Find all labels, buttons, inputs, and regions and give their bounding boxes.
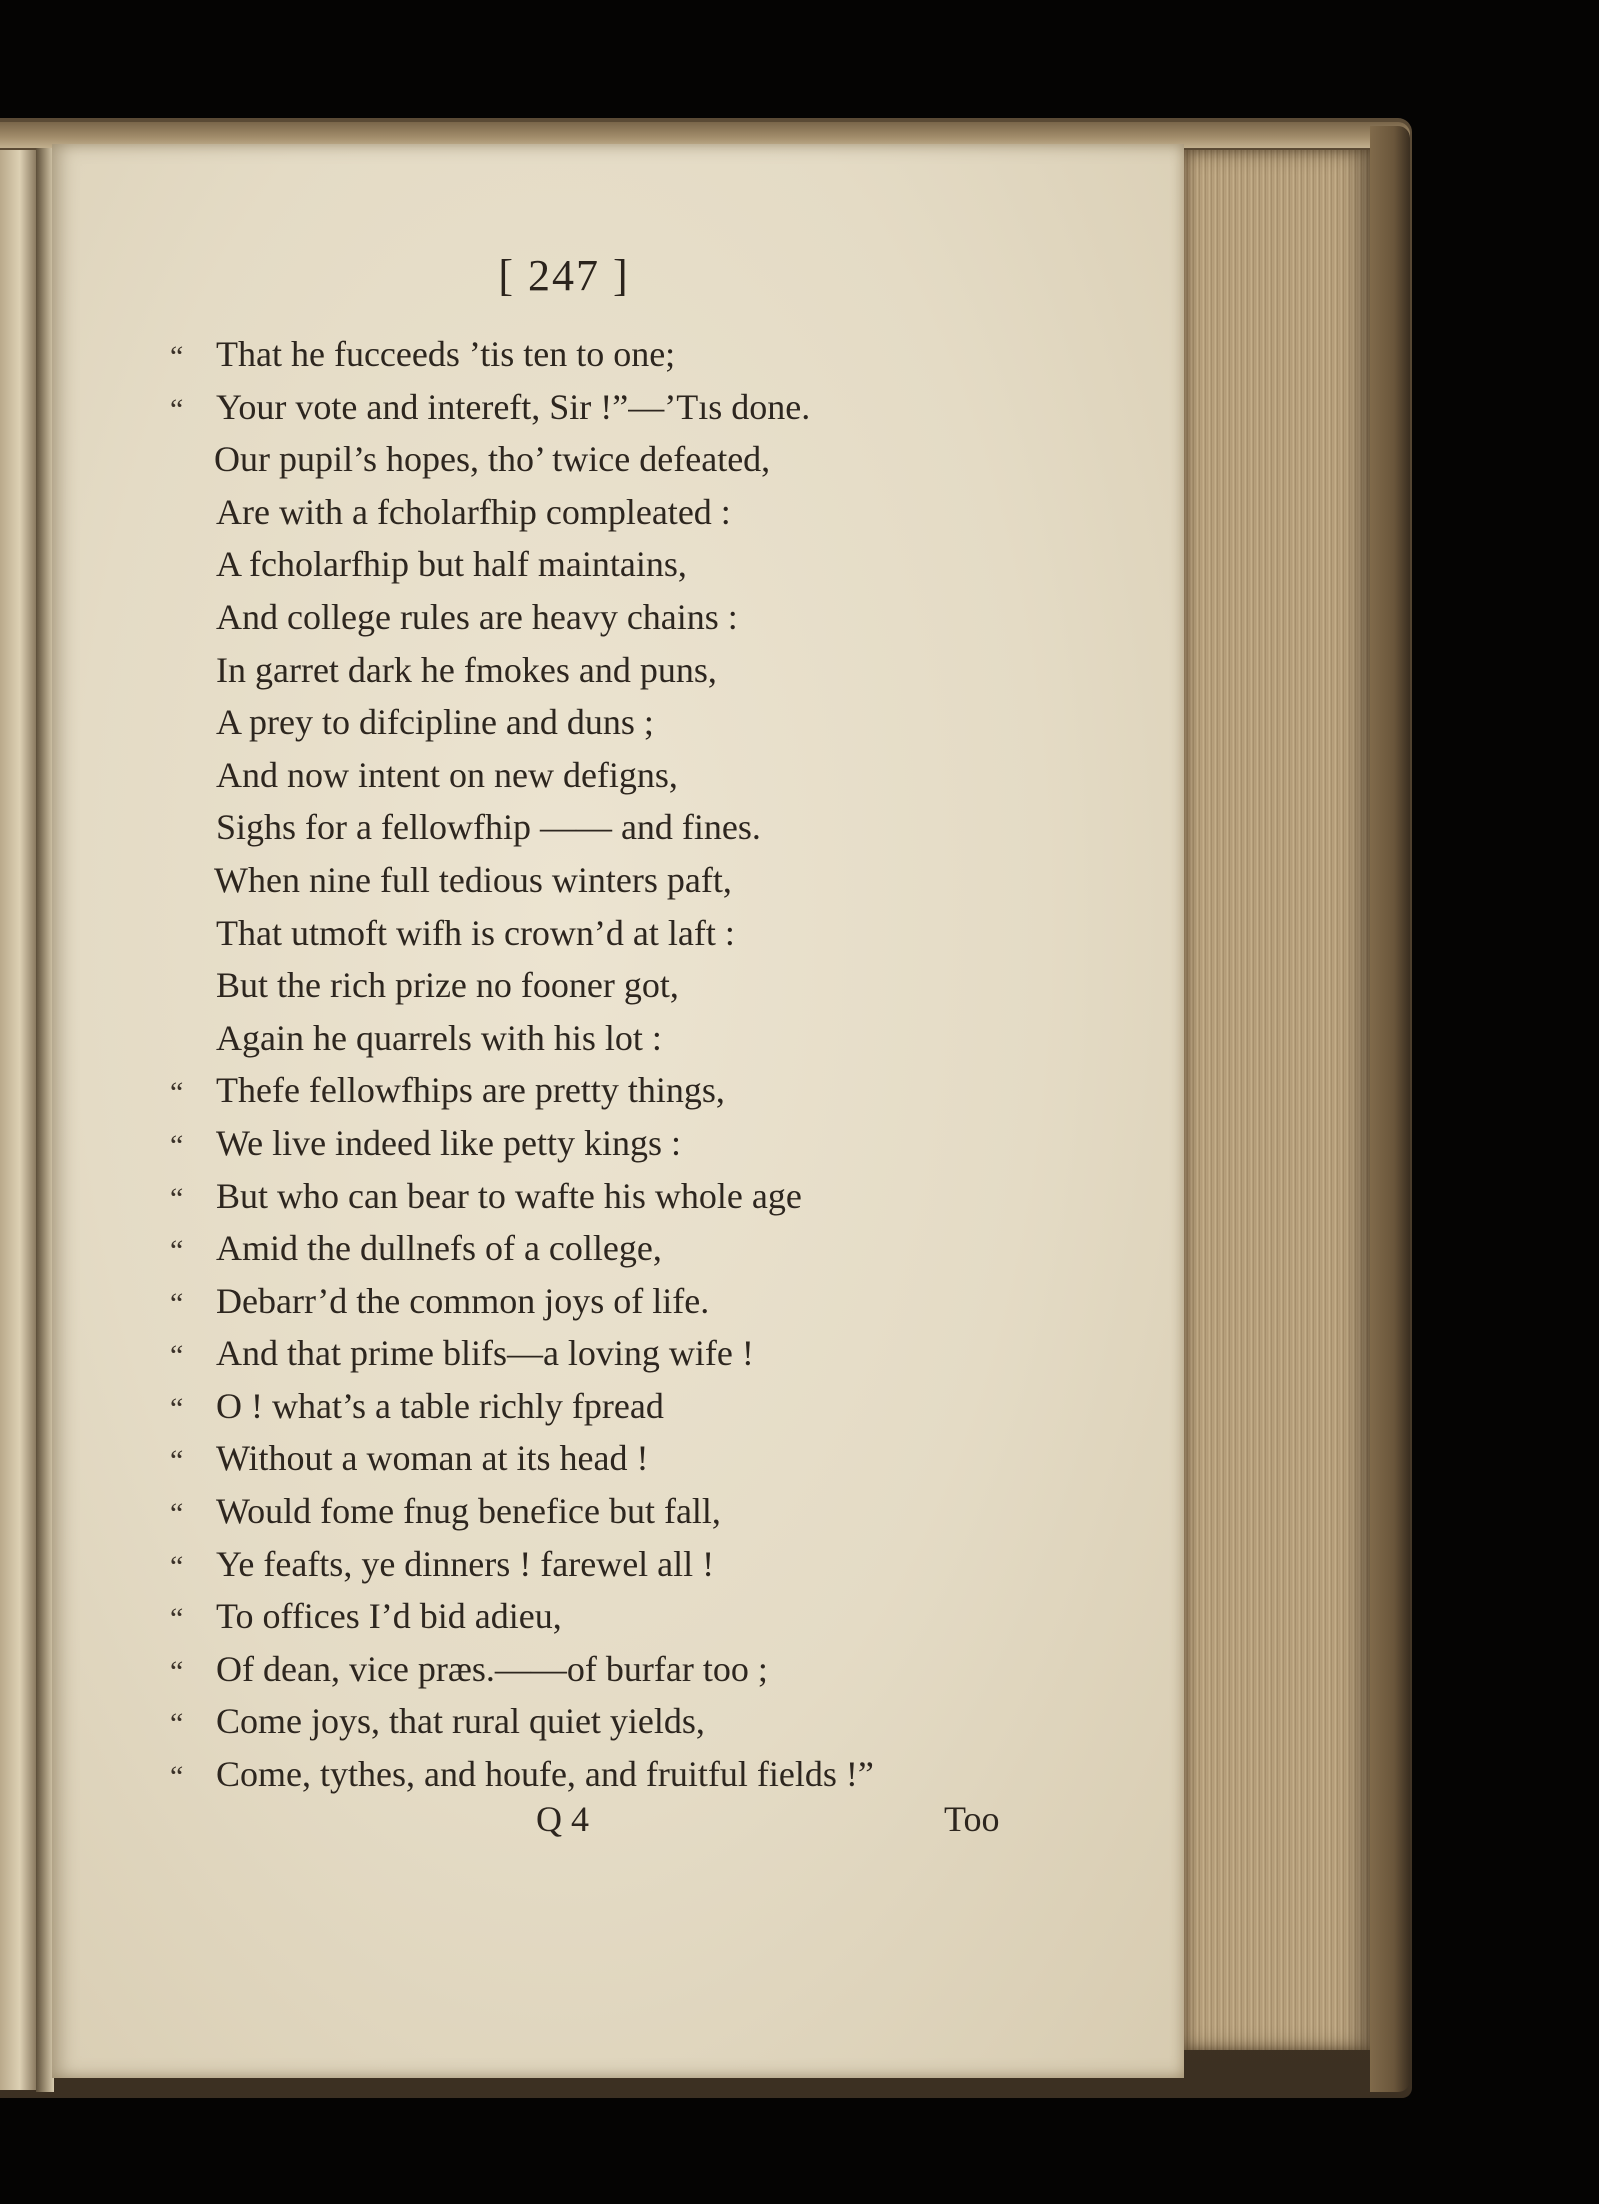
poem-line bbox=[170, 959, 1130, 1012]
poem-line bbox=[170, 696, 1130, 749]
opening-quote-mark: “ bbox=[170, 1339, 184, 1373]
poem-line-text: Without a woman at its head ! bbox=[216, 1438, 649, 1479]
page-number-header: [ 247 ] bbox=[498, 251, 630, 300]
opening-quote-mark: “ bbox=[170, 1234, 184, 1268]
poem-line bbox=[170, 1695, 1130, 1748]
poem-line bbox=[170, 1117, 1130, 1170]
poem-line-text: When nine full tedious winters paft, bbox=[214, 859, 732, 900]
poem-line bbox=[170, 381, 1130, 434]
poem-line-text: Come joys, that rural quiet yields, bbox=[216, 1701, 705, 1742]
poem-line-text: Ye feafts, ye dinners ! farewel all ! bbox=[216, 1543, 715, 1584]
poem-line bbox=[170, 1485, 1130, 1538]
poem-line bbox=[170, 644, 1130, 697]
poem-line bbox=[170, 1432, 1130, 1485]
poem-line bbox=[170, 1170, 1130, 1223]
poem bbox=[170, 328, 1130, 1801]
poem-line-text: But the rich prize no fooner got, bbox=[216, 965, 679, 1006]
poem-line bbox=[170, 1538, 1130, 1591]
poem-line-text: Our pupil’s hopes, tho’ twice defeated, bbox=[214, 439, 771, 480]
poem-line bbox=[170, 591, 1130, 644]
poem-line-text: To offices I’d bid adieu, bbox=[216, 1596, 562, 1637]
poem-line-text: Your vote and intereft, Sir !”—’Tıs done. bbox=[216, 386, 811, 427]
opening-quote-mark: “ bbox=[170, 1549, 184, 1583]
opening-quote-mark: “ bbox=[170, 1707, 184, 1741]
poem-line-text: But who can bear to wafte his whole age bbox=[216, 1175, 802, 1216]
poem-line bbox=[170, 1012, 1130, 1065]
opening-quote-mark: “ bbox=[170, 1602, 184, 1636]
poem-line-text: And now intent on new defigns, bbox=[216, 754, 678, 795]
poem-line bbox=[170, 801, 1130, 854]
catchword: Too bbox=[944, 1799, 1000, 1839]
book-cover-edge bbox=[1370, 126, 1410, 2092]
left-page-edge bbox=[0, 150, 36, 2090]
opening-quote-mark: “ bbox=[170, 392, 184, 426]
poem-line-text: And college rules are heavy chains : bbox=[216, 596, 738, 637]
poem-line-text: Again he quarrels with his lot : bbox=[216, 1017, 662, 1058]
poem-line-text: Are with a fcholarfhip compleated : bbox=[216, 491, 731, 532]
poem-line-text: That utmoft wifh is crown’d at laft : bbox=[216, 912, 735, 953]
opening-quote-mark: “ bbox=[170, 1654, 184, 1688]
poem-line bbox=[170, 854, 1130, 907]
poem-line bbox=[170, 486, 1130, 539]
poem-line-text: That he fucceeds ’tis ten to one; bbox=[216, 334, 676, 374]
poem-line-text: A prey to difcipline and duns ; bbox=[216, 702, 654, 743]
opening-quote-mark: “ bbox=[170, 1760, 184, 1794]
opening-quote-mark: “ bbox=[170, 1286, 184, 1320]
poem-line bbox=[170, 1380, 1130, 1433]
poem-line-text: In garret dark he fmokes and puns, bbox=[216, 649, 717, 690]
poem-line bbox=[170, 1748, 1130, 1801]
poem-line bbox=[170, 907, 1130, 960]
poem-line-text: Come, tythes, and houfe, and fruitful fields !” bbox=[216, 1754, 874, 1795]
opening-quote-mark: “ bbox=[170, 1391, 184, 1425]
poem-line-text: Thefe fellowfhips are pretty things, bbox=[216, 1070, 725, 1111]
opening-quote-mark: “ bbox=[170, 340, 184, 373]
opening-quote-mark: “ bbox=[170, 1181, 184, 1215]
poem-line-text: And that prime blifs—a loving wife ! bbox=[216, 1333, 754, 1374]
poem-line-text: Of dean, vice præs.——of burfar too ; bbox=[216, 1648, 768, 1689]
poem-line-text: A fcholarfhip but half maintains, bbox=[216, 544, 687, 585]
poem-line bbox=[170, 749, 1130, 802]
poem-line bbox=[170, 1590, 1130, 1643]
opening-quote-mark: “ bbox=[170, 1497, 184, 1531]
poem-line-text: Sighs for a fellowfhip —— and fines. bbox=[216, 807, 761, 848]
page-fore-edge bbox=[1184, 150, 1370, 2050]
poem-line bbox=[170, 433, 1130, 486]
poem-line bbox=[170, 1275, 1130, 1328]
poem-line bbox=[170, 1643, 1130, 1696]
poem-line-text: O ! what’s a table richly fpread bbox=[216, 1385, 664, 1426]
opening-quote-mark: “ bbox=[170, 1444, 184, 1478]
poem-line bbox=[170, 538, 1130, 591]
poem-line-text: Would fome fnug benefice but fall, bbox=[216, 1491, 721, 1532]
poem-line-text: We live indeed like petty kings : bbox=[216, 1122, 681, 1163]
opening-quote-mark: “ bbox=[170, 1076, 184, 1110]
poem-line-text: Amid the dullnefs of a college, bbox=[216, 1228, 662, 1269]
poem-line-text: Debarr’d the common joys of life. bbox=[216, 1280, 710, 1321]
poem-line bbox=[170, 1064, 1130, 1117]
opening-quote-mark: “ bbox=[170, 1128, 184, 1162]
poem-line bbox=[170, 1222, 1130, 1275]
poem-line bbox=[170, 328, 1130, 381]
poem-line bbox=[170, 1327, 1130, 1380]
signature-mark: Q 4 bbox=[536, 1799, 589, 1839]
